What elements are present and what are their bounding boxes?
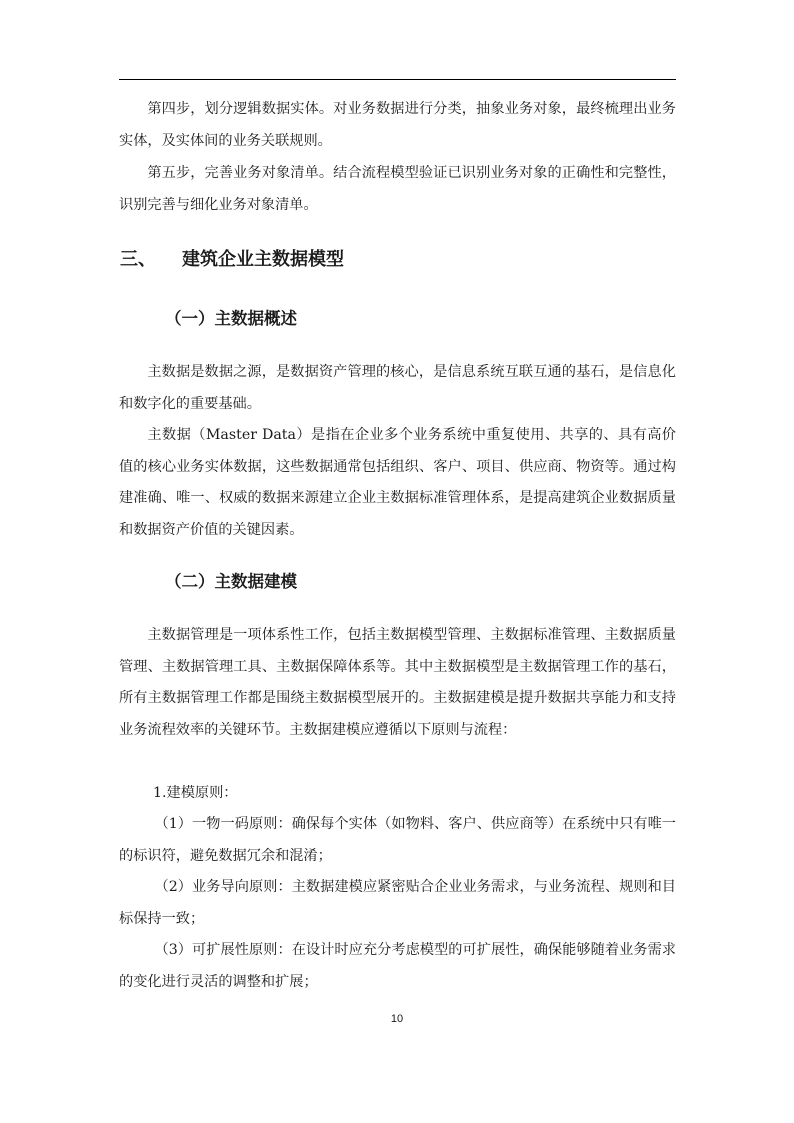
header-rule bbox=[119, 79, 676, 80]
step4-paragraph: 第四步，划分逻辑数据实体。对业务数据进行分类，抽象业务对象，最终梳理出业务实体，及实体间的业务关联规则。 bbox=[119, 101, 676, 149]
page-number: 10 bbox=[390, 1013, 404, 1025]
modeling-paragraph: 主数据管理是一项体系性工作，包括主数据模型管理、主数据标准管理、主数据质量管理、主数据管理工具、主数据保障体系等。其中主数据模型是主数据管理工作的基石，所有主数据管理工作都是围绕主数据模型展开的。主数据建模是提升数据共享能力和支持业务流程效率的关键环节。主数据建模应遵循以下原则与流程： bbox=[119, 627, 676, 738]
section-number: 三、 bbox=[120, 249, 156, 270]
principle-item: （3）可扩展性原则：在设计时应充分考虑模型的可扩展性，确保能够随着业务需求的变化进行灵活的调整和扩展； bbox=[119, 942, 676, 990]
principle-item: （1）一物一码原则：确保每个实体（如物料、客户、供应商等）在系统中只有唯一的标识符，避免数据冗余和混淆； bbox=[119, 816, 676, 864]
section-heading bbox=[120, 245, 344, 275]
section-title: 建筑企业主数据模型 bbox=[182, 249, 344, 270]
overview-paragraph-2: 主数据（Master Data）是指在企业多个业务系统中重复使用、共享的、具有高价值的核心业务实体数据，这些数据通常包括组织、客户、项目、供应商、物资等。通过构建准确、唯一、权威的数据来源建立企业主数据标准管理体系，是提高建筑企业数据质量和数据资产价值的关键因素。 bbox=[119, 427, 676, 538]
step5-paragraph: 第五步，完善业务对象清单。结合流程模型验证已识别业务对象的正确性和完整性，识别完善与细化业务对象清单。 bbox=[119, 165, 676, 213]
overview-paragraph-1: 主数据是数据之源，是数据资产管理的核心，是信息系统互联互通的基石，是信息化和数字化的重要基础。 bbox=[119, 364, 676, 412]
principle-item: （2）业务导向原则：主数据建模应紧密贴合企业业务需求，与业务流程、规则和目标保持一致； bbox=[119, 879, 676, 927]
subsection-heading-overview: （一）主数据概述 bbox=[165, 309, 297, 328]
principles-label: 1.建模原则： bbox=[153, 785, 238, 801]
subsection-heading-modeling: （二）主数据建模 bbox=[165, 572, 297, 591]
